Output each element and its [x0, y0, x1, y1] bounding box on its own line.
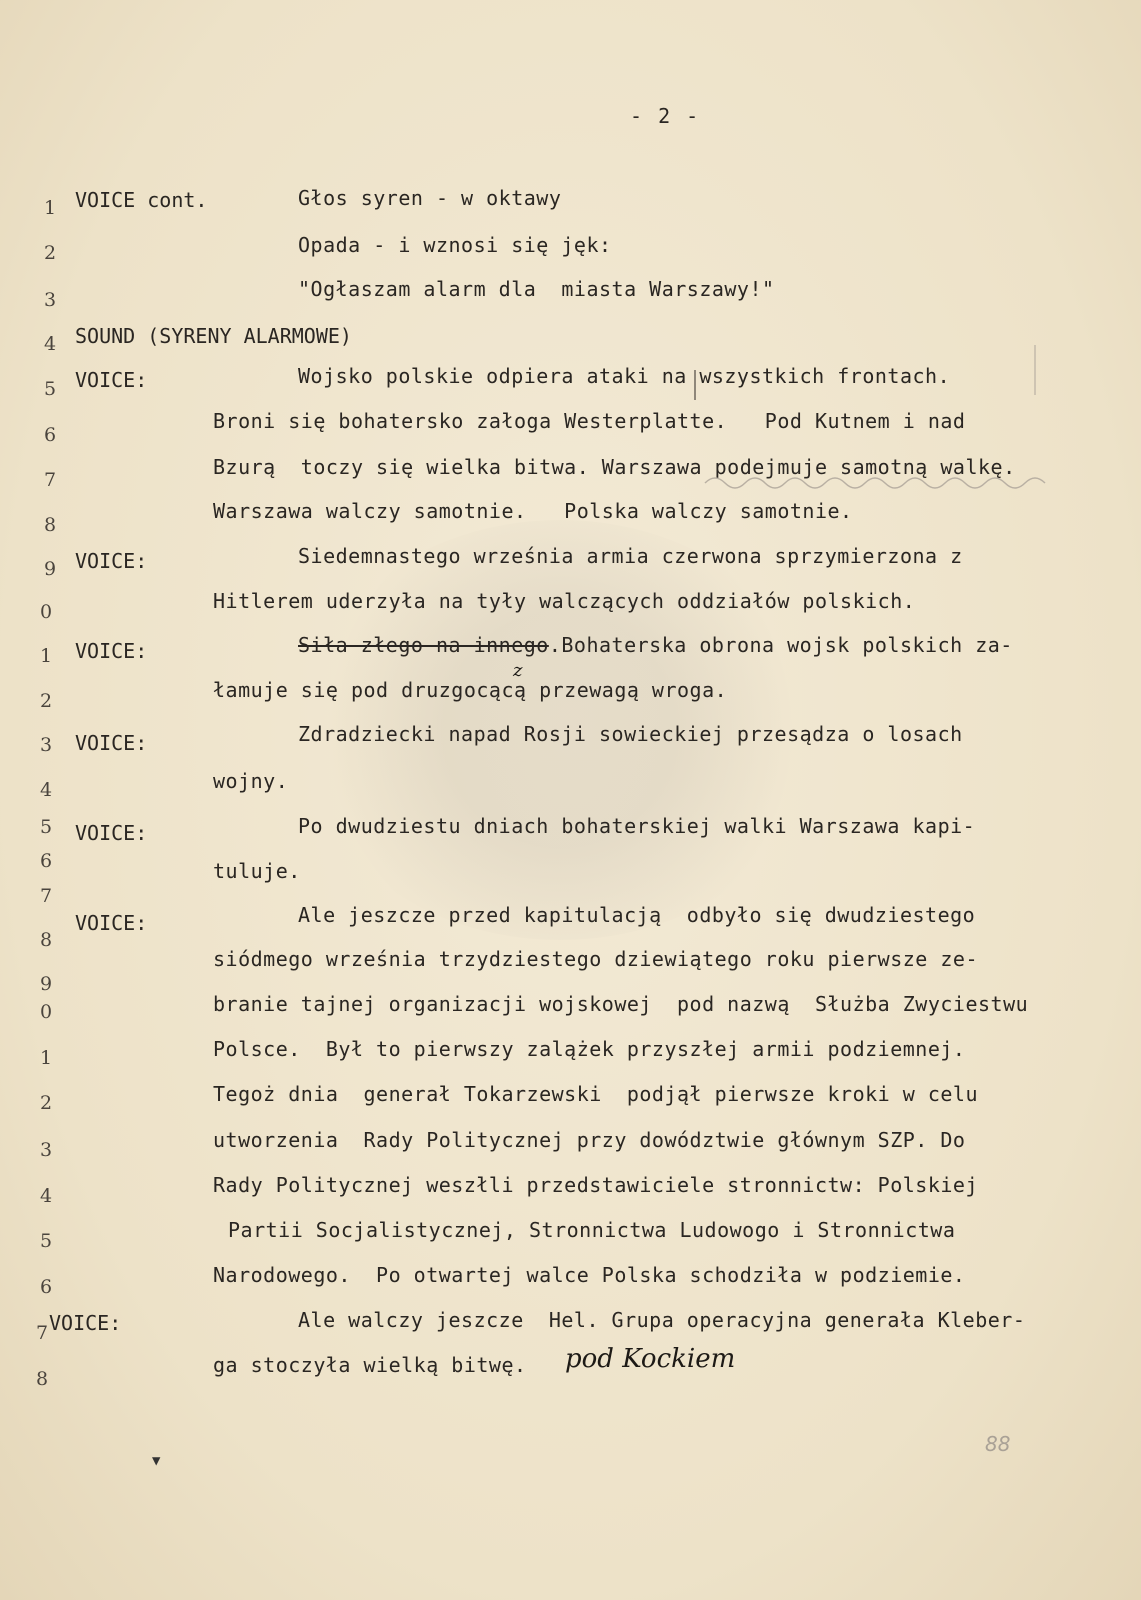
pencil-page-number: 88 [985, 1432, 1011, 1456]
line-number: 8 [36, 1368, 49, 1390]
script-line: siódmego września trzydziestego dziewiątego roku pierwsze ze- [213, 947, 979, 971]
line-number: 3 [40, 734, 53, 756]
script-line: Partii Socjalistycznej, Stronnictwa Ludowogo i Stronnictwa [228, 1218, 956, 1242]
line-number: 5 [40, 1230, 53, 1252]
line-number: 7 [44, 469, 57, 491]
script-line: utworzenia Rady Politycznej przy dowództwie głównym SZP. Do [213, 1128, 966, 1152]
script-line: Broni się bohatersko załoga Westerplatte. Pod Kutnem i nad [213, 409, 966, 433]
line-number: 5 [40, 816, 53, 838]
script-line: Ale jeszcze przed kapitulacją odbyło się dwudziestego [298, 903, 976, 927]
script-line: Narodowego. Po otwartej walce Polska schodziła w podziemie. [213, 1263, 966, 1287]
script-line: branie tajnej organizacji wojskowej pod nazwą Służba Zwyciestwu [213, 992, 1029, 1016]
script-line: Po dwudziestu dniach bohaterskiej walki Warszawa kapi- [298, 814, 976, 838]
script-line [298, 633, 1013, 657]
line-number: 8 [44, 514, 57, 536]
line-number: 6 [44, 424, 57, 446]
line-number: 7 [36, 1322, 49, 1344]
speaker-label: VOICE: [75, 639, 148, 663]
speaker-label: SOUND (SYRENY ALARMOWE) [75, 324, 352, 348]
speaker-label: VOICE: [75, 911, 148, 935]
speaker-label: VOICE cont. [75, 188, 208, 212]
page-number: - 2 - [630, 104, 701, 128]
script-line: Siedemnastego września armia czerwona sprzymierzona z [298, 544, 963, 568]
line-number: 6 [40, 1276, 53, 1298]
speaker-label: VOICE: [75, 549, 148, 573]
line-number: 9 [44, 558, 57, 580]
script-line: Polsce. Był to pierwszy zalążek przyszłej armii podziemnej. [213, 1037, 966, 1061]
script-line: Głos syren - w oktawy [298, 186, 562, 210]
speaker-label: VOICE: [75, 368, 148, 392]
script-line: Tegoż dnia generał Tokarzewski podjął pierwsze kroki w celu [213, 1082, 979, 1106]
pencil-scribble [700, 468, 1100, 498]
line-number: 5 [44, 378, 57, 400]
pencil-bracket [1025, 340, 1065, 400]
line-number: 4 [44, 333, 57, 355]
line-number: 2 [40, 690, 53, 712]
line-number: 3 [44, 289, 57, 311]
script-line: Zdradziecki napad Rosji sowieckiej przesądza o losach [298, 722, 963, 746]
line-number: 1 [40, 1047, 53, 1069]
script-line: Hitlerem uderzyła na tyły walczących oddziałów polskich. [213, 589, 916, 613]
line-number: 7 [40, 885, 53, 907]
line-number: 2 [40, 1092, 53, 1114]
line-number: 1 [40, 645, 53, 667]
handwritten-correction: z [513, 660, 523, 681]
handwritten-addition: pod Kockiem [565, 1344, 736, 1374]
line-number: 1 [44, 197, 57, 219]
line-number: 4 [40, 779, 53, 801]
line-number: 0 [40, 601, 53, 623]
script-line: Wojsko polskie odpiera ataki na wszystkich frontach. [298, 364, 951, 388]
script-line: Warszawa walczy samotnie. Polska walczy samotnie. [213, 499, 853, 523]
script-line: Bzurą toczy się wielka bitwa. Warszawa podejmuje samotną walkę. [213, 455, 1016, 479]
line-number: 8 [40, 929, 53, 951]
line-number: 2 [44, 242, 57, 264]
line-number: 4 [40, 1185, 53, 1207]
script-line: łamuje się pod druzgocącą przewagą wroga. [213, 678, 728, 702]
line-number: 9 [40, 973, 53, 995]
line-text: .Bohaterska obrona wojsk polskich za- [548, 633, 1013, 657]
line-number: 0 [40, 1001, 53, 1023]
speaker-label: VOICE: [49, 1311, 122, 1335]
struck-text: Siła złego na innego [298, 633, 549, 657]
script-line: Rady Politycznej weszłli przedstawiciele stronnictw: Polskiej [213, 1173, 979, 1197]
script-line: "Ogłaszam alarm dla miasta Warszawy!" [298, 277, 775, 301]
script-line: tuluje. [213, 859, 301, 883]
speaker-label: VOICE: [75, 821, 148, 845]
script-line: Ale walczy jeszcze Hel. Grupa operacyjna generała Kleber- [298, 1308, 1026, 1332]
pencil-tick [692, 368, 702, 404]
line-number: 6 [40, 850, 53, 872]
ink-dot: ▼ [152, 1453, 161, 1469]
script-line: Opada - i wznosi się jęk: [298, 233, 612, 257]
line-number: 3 [40, 1139, 53, 1161]
speaker-label: VOICE: [75, 731, 148, 755]
script-line: wojny. [213, 769, 289, 793]
script-line: ga stoczyła wielką bitwę. [213, 1353, 527, 1377]
